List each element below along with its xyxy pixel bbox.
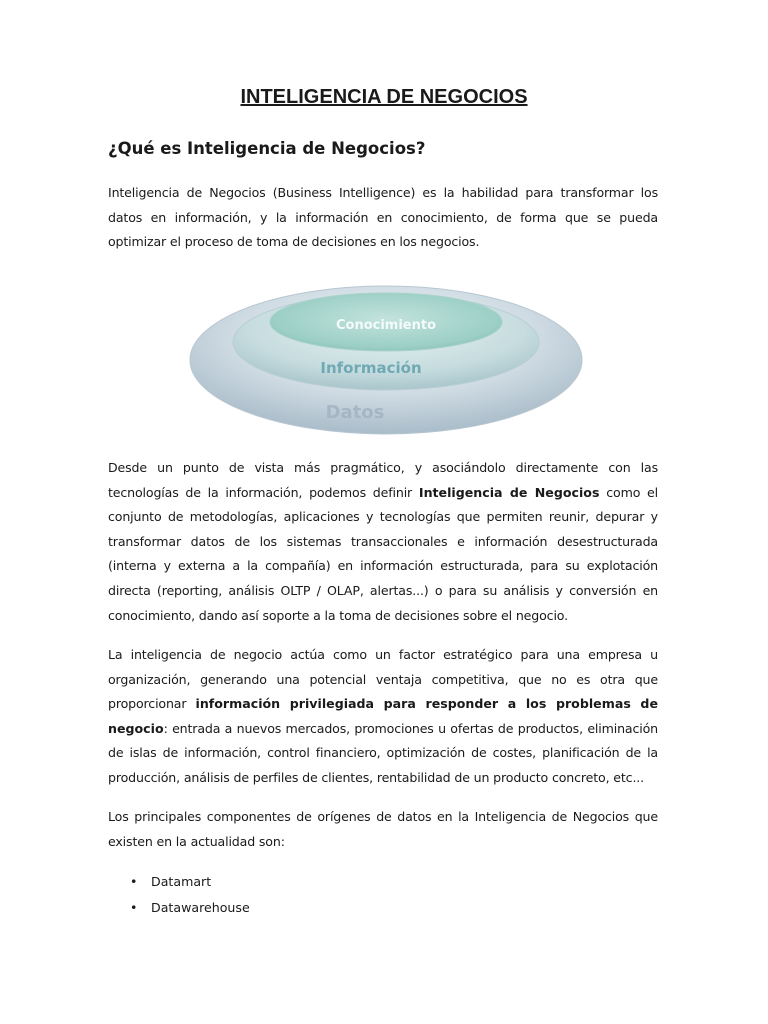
label-datos: Datos — [325, 402, 385, 423]
document-title: INTELIGENCIA DE NEGOCIOS — [240, 86, 528, 108]
pyramid-diagram — [182, 276, 590, 440]
list-item — [108, 895, 250, 921]
p2-bold-term: Inteligencia de Negocios — [418, 484, 600, 500]
paragraph-strategic-factor — [108, 643, 658, 791]
list-item — [108, 869, 250, 895]
list-item-label: Datamart — [151, 874, 212, 889]
label-conocimiento: Conocimiento — [335, 318, 437, 333]
paragraph-definition: Inteligencia de Negocios (Business Intelligence) es la habilidad para transformar los datos en información, y la información en conocimiento, de forma que se pueda optimizar el proceso de toma de decisiones en los negocios. — [108, 185, 658, 250]
bullet-marker: • — [130, 874, 138, 889]
paragraph-pragmatic-definition — [108, 456, 658, 628]
bullet-marker: • — [130, 900, 138, 915]
components-list — [108, 869, 250, 921]
section-heading: ¿Qué es Inteligencia de Negocios? — [108, 139, 426, 158]
diagram-graphic — [182, 276, 590, 440]
p2-text-before: Desde un punto de vista más pragmático, y asociándolo directamente con las tecnologías de la información, podemos definir — [108, 460, 658, 500]
p3-bold-phrase: información privilegiada para responder a los problemas de negocio — [108, 696, 658, 736]
list-item-label: Datawarehouse — [151, 900, 250, 915]
p3-text-after: : entrada a nuevos mercados, promociones u ofertas de productos, eliminación de islas de información, control financiero, optimización de costes, planificación de la producción, análisis de perfiles de clientes, rentabilidad de un producto concreto, etc... — [108, 720, 658, 785]
p3-text-before: La inteligencia de negocio actúa como un factor estratégico para una empresa u organización, generando una potencial ventaja competitiva, que no es otra que proporcionar — [108, 647, 658, 712]
label-informacion: Información — [320, 359, 422, 377]
p2-text-after: como el conjunto de metodologías, aplicaciones y tecnologías que permiten reunir, depurar y transformar datos de los sistemas transaccionales e información desestructurada (interna y externa a la compañía) en información estructurada, para su explotación directa (reporting, análisis OLTP / OLAP, alertas...) o para su análisis y conversión en conocimiento, dando así soporte a la toma de decisiones sobre el negocio. — [108, 484, 659, 623]
paragraph-components-intro: Los principales componentes de orígenes de datos en la Inteligencia de Negocios que existen en la actualidad son: — [108, 809, 658, 849]
